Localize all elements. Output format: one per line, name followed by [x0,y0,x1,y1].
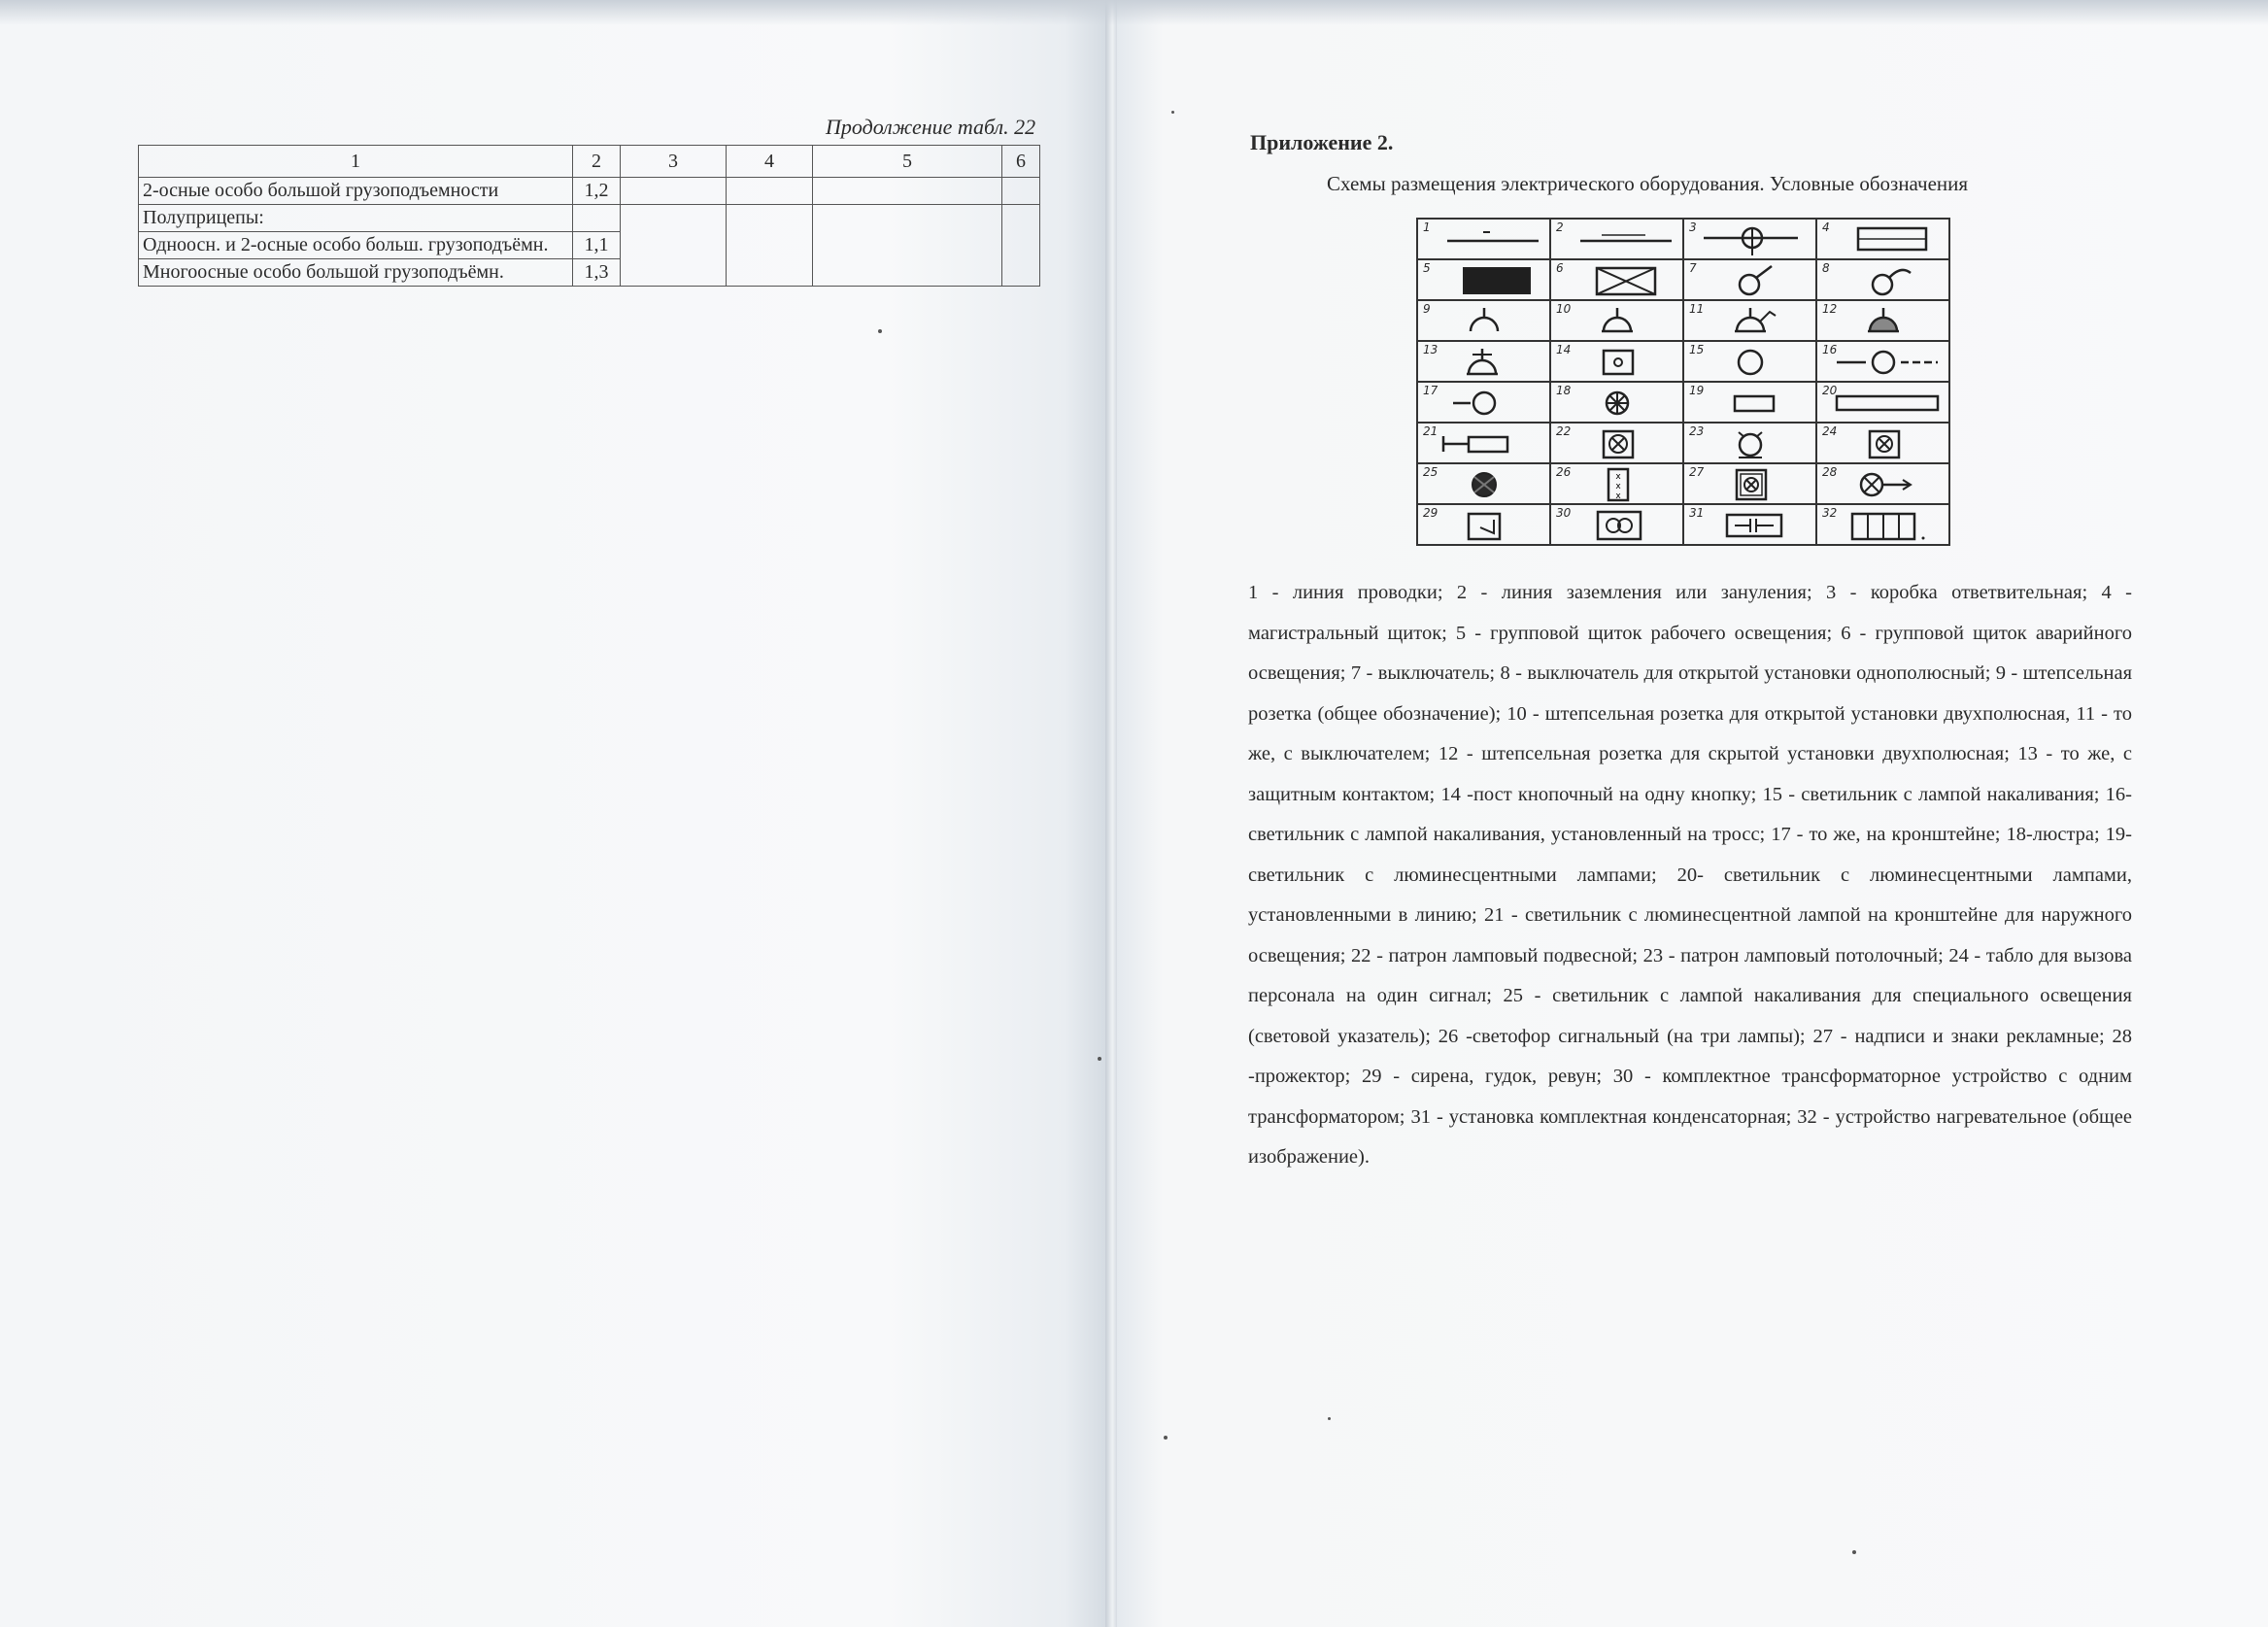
row-value: 1,2 [573,178,621,205]
scan-speck [878,329,882,333]
header-cell-2: 2 [573,146,621,178]
symbol-cell: 4 [1816,219,1949,259]
symbols-legend-text: 1 - линия проводки; 2 - линия заземления или зануления; 3 - коробка ответвительная; 4 - магистральный щиток; 5 - групповой щиток рабочего освещения; 6 - групповой щиток аварийного освещения; 7 - выключатель; 8 - выключатель для открытой установки однополюсный; 9 - штепсельная розетка (общее обозначение); 10 - штепсельная розетка для открытой установки двухполюсная, 11 - то же, с выключателем; 12 - штепсельная розетка для скрытой установки двухполюсная; 13 - то же, с защитным контактом; 14 -пост кнопочный на одну кнопку; 15 - светильник с лампой накаливания; 16- светильник с лампой накаливания, установленный на тросс; 17 - то же, на кронштейне; 18-люстра; 19-светильник с люминесцентными лампами; 20- светильник с люминесцентными лампами, установленными в линию; 21 - светильник с люминесцентной лампой на кронштейне для наружного освещения; 22 - патрон ламповый подвесной; 23 - патрон ламповый потолочный; 24 - табло для вызова персонала на один сигнал; 25 - светильник с лампой накаливания для специального освещения (световой указатель); 26 -светофор сигнальный (на три лампы); 27 - надписи и знаки рекламные; 28 -прожектор; 29 - сирена, гудок, ревун; 30 - комплектное трансформаторное устройство с одним трансформатором; 31 - установка комплектная конденсаторная; 32 - устройство нагревательное (общее изображение). [1248,582,2132,1168]
pendant-lamp-holder-icon [1563,426,1679,461]
coefficients-table [138,145,1040,287]
symbol-cell: 16 [1816,341,1949,382]
empty-cell [813,205,1002,287]
row-value: 1,1 [573,232,621,259]
left-page [0,0,1109,1627]
signal-light-icon [1563,467,1679,502]
symbol-cell: 22 [1550,423,1683,463]
grounding-line-icon [1563,222,1679,257]
symbol-cell: 26 x x x [1550,463,1683,504]
siren-icon [1430,508,1546,543]
empty-cell [813,178,1002,205]
symbol-cell: 31 [1683,504,1816,545]
outdoor-fluorescent-bracket-icon [1430,426,1546,461]
symbol-cell: 20 [1816,382,1949,423]
table-header-row [139,146,1040,178]
push-button-post-icon [1563,345,1679,380]
call-board-icon [1829,426,1946,461]
symbol-cell: 13 [1417,341,1550,382]
header-cell-6: 6 [1002,146,1040,178]
scan-speck [1164,1436,1168,1440]
symbol-cell: 30 [1550,504,1683,545]
table-row [139,178,1040,205]
capacitor-unit-icon [1696,508,1812,543]
transformer-unit-icon [1563,508,1679,543]
empty-cell [621,178,727,205]
socket-hidden-two-pole-icon [1829,304,1946,339]
socket-with-switch-icon [1696,304,1812,339]
symbol-cell: 17 [1417,382,1550,423]
scan-speck [1852,1550,1856,1554]
row-name: 2-осные особо большой грузоподъемности [139,178,573,205]
table-row [139,205,1040,232]
svg-text:x: x [1615,491,1621,501]
appendix-subtitle: Схемы размещения электрического оборудования. Условные обозначения [1327,172,1969,195]
scan-speck [1171,111,1174,114]
row-name: Полуприцепы: [139,205,573,232]
symbol-cell: 7 [1683,259,1816,300]
special-lighting-lamp-icon [1430,467,1546,502]
row-name: Одноосн. и 2-осные особо больш. грузоподъёмн. [139,232,573,259]
symbol-cell: 23 [1683,423,1816,463]
svg-text:x: x [1615,472,1621,482]
scan-speck [1098,1057,1101,1061]
switch-icon [1696,263,1812,298]
row-value [573,205,621,232]
empty-cell [1002,178,1040,205]
group-panel-work-icon [1430,263,1546,298]
continuation-label: Продолжение табл. 22 [826,115,1036,139]
group-panel-emergency-icon [1563,263,1679,298]
symbol-cell: 18 [1550,382,1683,423]
wiring-line-icon [1430,222,1546,257]
empty-cell [621,205,727,287]
lamp-on-bracket-icon [1430,386,1546,421]
header-cell-4: 4 [727,146,813,178]
socket-protective-contact-icon [1430,345,1546,380]
symbol-cell: 24 [1816,423,1949,463]
chandelier-icon [1563,386,1679,421]
symbol-cell: 19 [1683,382,1816,423]
symbol-cell: 11 [1683,300,1816,341]
symbol-cell: 25 [1417,463,1550,504]
scan-speck [1328,1417,1331,1420]
empty-cell [727,205,813,287]
row-name: Многоосные особо большой грузоподъёмн. [139,259,573,287]
top-shadow [0,0,2268,25]
symbol-cell: 8 [1816,259,1949,300]
symbol-cell: 10 [1550,300,1683,341]
symbol-cell: 6 [1550,259,1683,300]
symbol-cell: 1 [1417,219,1550,259]
svg-text:x: x [1615,482,1621,491]
symbol-cell: 15 [1683,341,1816,382]
symbol-cell: 14 [1550,341,1683,382]
socket-icon [1430,304,1546,339]
symbol-cell: 3 [1683,219,1816,259]
symbol-cell: 28 [1816,463,1949,504]
switch-open-single-pole-icon [1829,263,1946,298]
lamp-on-cable-icon [1829,345,1946,380]
symbol-cell: 5 [1417,259,1550,300]
advertising-sign-icon [1696,467,1812,502]
socket-open-two-pole-icon [1563,304,1679,339]
incandescent-lamp-icon [1696,345,1812,380]
header-cell-1: 1 [139,146,573,178]
fluorescent-line-icon [1829,386,1946,421]
symbol-cell: 21 [1417,423,1550,463]
ceiling-lamp-holder-icon [1696,426,1812,461]
symbol-cell: 27 [1683,463,1816,504]
header-cell-3: 3 [621,146,727,178]
symbol-cell: 29 [1417,504,1550,545]
symbol-cell: 9 [1417,300,1550,341]
searchlight-icon [1829,467,1946,502]
empty-cell [727,178,813,205]
junction-box-icon [1696,222,1812,257]
header-cell-5: 5 [813,146,1002,178]
main-panel-icon [1829,222,1946,257]
heating-device-icon [1829,508,1946,543]
appendix-title: Приложение 2. [1250,130,1394,154]
fluorescent-lamp-icon [1696,386,1812,421]
empty-cell [1002,205,1040,287]
row-value: 1,3 [573,259,621,287]
symbols-grid [1416,218,1950,546]
symbol-cell: 32 [1816,504,1949,545]
symbol-cell: 2 [1550,219,1683,259]
symbol-cell: 12 [1816,300,1949,341]
